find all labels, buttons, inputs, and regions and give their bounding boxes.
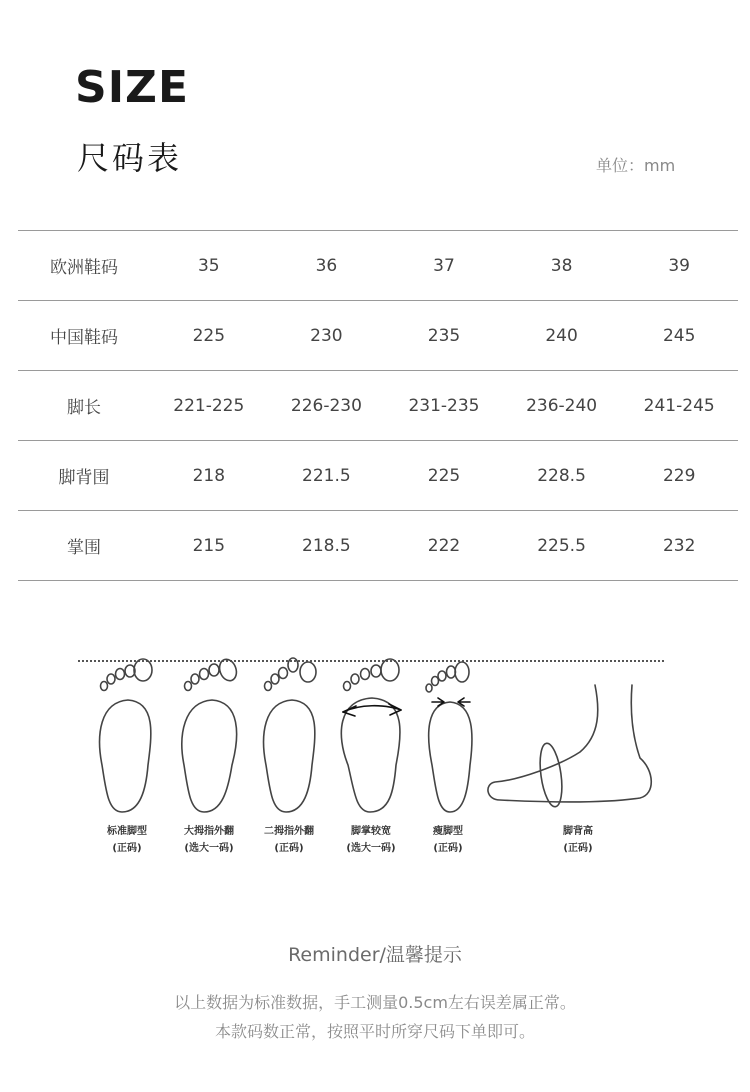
foot-type-name: 瘦脚型 (433, 826, 463, 837)
table-cell: 218.5 (268, 511, 386, 581)
foot-type-name: 大拇指外翻 (184, 826, 234, 837)
table-cell: 37 (385, 231, 503, 301)
foot-type-caption (403, 823, 493, 857)
table-cell: 235 (385, 301, 503, 371)
table-cell: 35 (150, 231, 268, 301)
reminder-line: 以上数据为标准数据，手工测量0.5cm左右误差属正常。 (174, 993, 576, 1012)
wide-foot-icon (341, 659, 401, 812)
foot-type-name: 二拇指外翻 (264, 826, 314, 837)
table-cell: 222 (385, 511, 503, 581)
table-cell: 221.5 (268, 441, 386, 511)
unit-label: 单位：mm (596, 156, 676, 175)
table-cell: 215 (150, 511, 268, 581)
foot-type-advice: (正码) (274, 843, 304, 854)
foot-type-name: 脚掌较宽 (351, 826, 391, 837)
page-title-en: SIZE (75, 62, 190, 113)
table-cell: 225 (385, 441, 503, 511)
table-cell: 231-235 (385, 371, 503, 441)
foot-type-advice: (正码) (433, 843, 463, 854)
table-cell: 229 (620, 441, 738, 511)
foot-type-advice: (正码) (563, 843, 593, 854)
foot-type-advice: (正码) (112, 843, 142, 854)
table-cell: 225 (150, 301, 268, 371)
second-toe-foot-icon (264, 658, 316, 812)
foot-type-name: 标准脚型 (107, 826, 147, 837)
high-instep-foot-icon (488, 685, 651, 808)
foot-type-advice: (选大一码) (184, 843, 234, 854)
row-header: 欧洲鞋码 (18, 231, 150, 301)
table-row (18, 371, 738, 441)
row-header: 脚长 (18, 371, 150, 441)
foot-type-caption (164, 823, 254, 857)
table-cell: 225.5 (503, 511, 621, 581)
foot-type-caption (244, 823, 334, 857)
page-title-cn: 尺码表 (77, 139, 183, 177)
table-row (18, 511, 738, 581)
row-header: 脚背围 (18, 441, 150, 511)
table-row (18, 441, 738, 511)
foot-type-illustration (0, 640, 750, 830)
table-cell: 240 (503, 301, 621, 371)
bunion-foot-icon (182, 657, 239, 812)
table-cell: 221-225 (150, 371, 268, 441)
row-header: 中国鞋码 (18, 301, 150, 371)
table-cell: 228.5 (503, 441, 621, 511)
table-cell: 245 (620, 301, 738, 371)
table-cell: 38 (503, 231, 621, 301)
reminder-title: Reminder/温馨提示 (288, 944, 462, 966)
table-cell: 218 (150, 441, 268, 511)
table-cell: 39 (620, 231, 738, 301)
table-row (18, 301, 738, 371)
row-header: 掌围 (18, 511, 150, 581)
table-cell: 232 (620, 511, 738, 581)
table-cell: 230 (268, 301, 386, 371)
foot-type-name: 脚背高 (563, 826, 593, 837)
table-cell: 36 (268, 231, 386, 301)
reminder-line: 本款码数正常，按照平时所穿尺码下单即可。 (214, 1022, 535, 1041)
foot-type-advice: (选大一码) (346, 843, 396, 854)
table-cell: 226-230 (268, 371, 386, 441)
foot-type-caption (533, 823, 623, 857)
table-cell: 241-245 (620, 371, 738, 441)
slim-foot-icon (426, 662, 472, 812)
table-row (18, 231, 738, 301)
standard-foot-icon (100, 659, 152, 812)
table-cell: 236-240 (503, 371, 621, 441)
size-table (18, 230, 738, 581)
foot-type-caption (82, 823, 172, 857)
